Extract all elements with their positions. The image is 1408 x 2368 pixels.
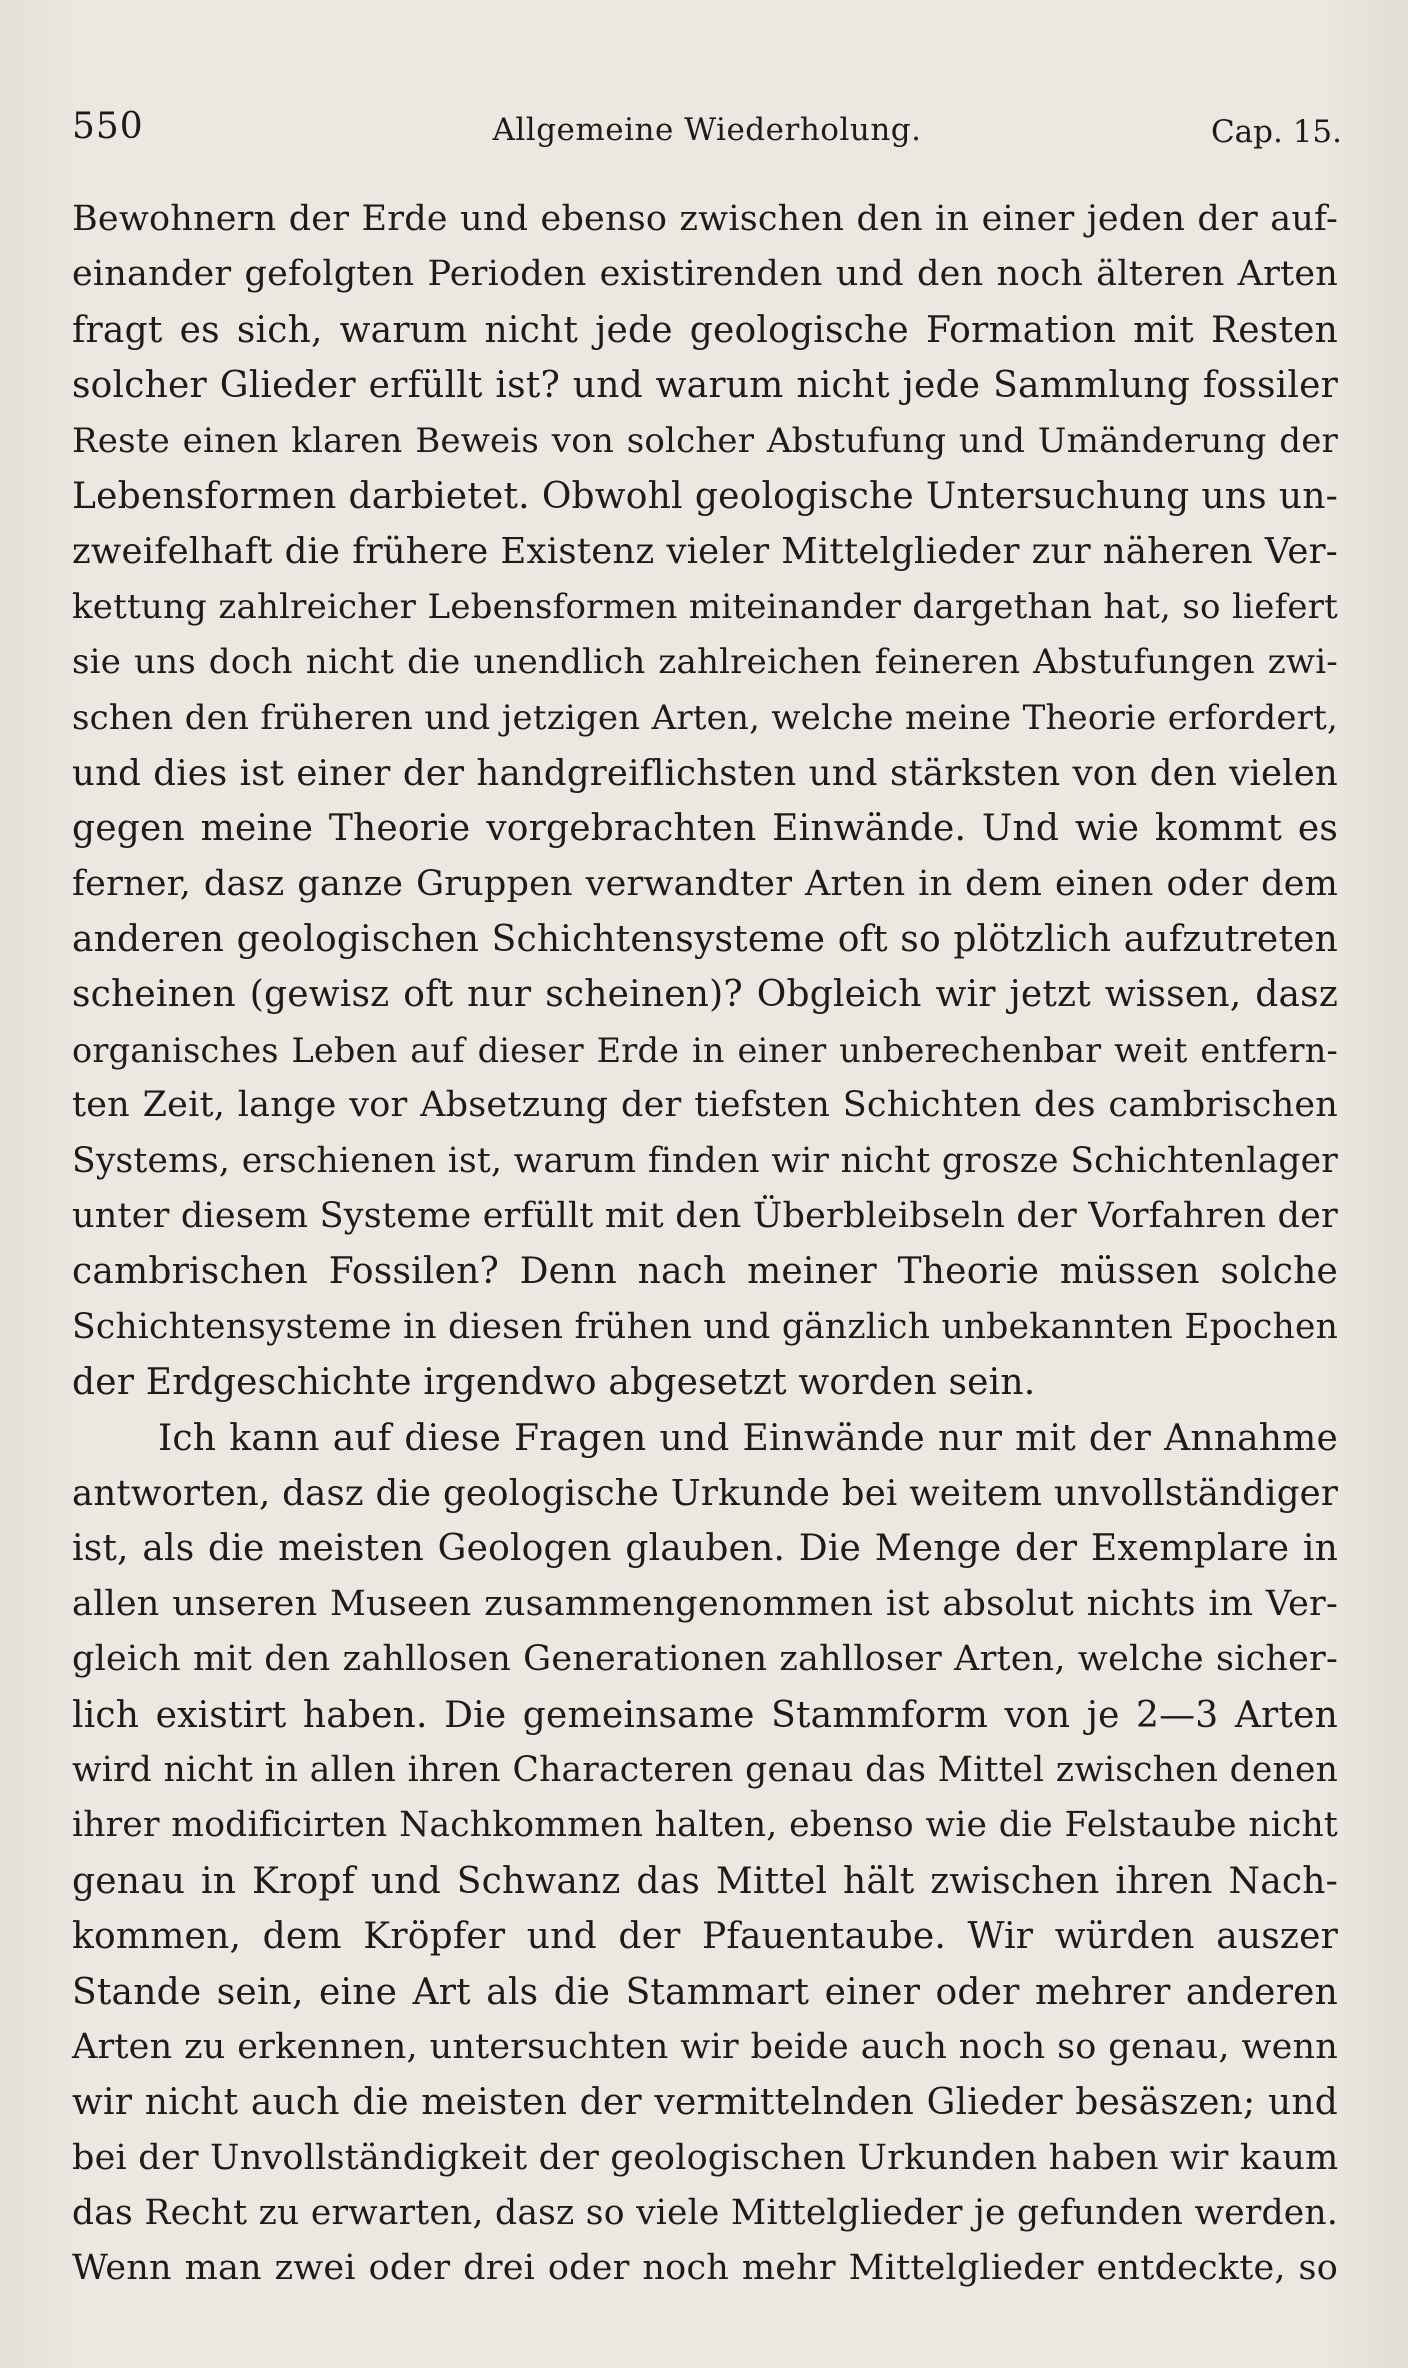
text-line: Ich kann auf diese Fragen und Einwände nur mit der Annahme <box>158 1417 1338 1459</box>
text-line: Lebensformen darbietet. Obwohl geologische Untersuchung uns un- <box>72 475 1338 517</box>
text-line: der Erdgeschichte irgendwo abgesetzt worden sein. <box>72 1362 1036 1404</box>
text-line: gleich mit den zahllosen Generationen zahlloser Arten, welche sicher- <box>72 1639 1338 1680</box>
text-line: allen unseren Museen zusammengenommen ist absolut nichts im Ver- <box>72 1583 1338 1624</box>
text-line: Stande sein, eine Art als die Stammart einer oder mehrer anderen <box>72 1971 1338 2013</box>
text-line: kommen, dem Kröpfer und der Pfauentaube. Wir würden auszer <box>72 1916 1338 1958</box>
text-line: cambrischen Fossilen? Denn nach meiner Theorie müssen solche <box>72 1251 1338 1293</box>
text-line: ten Zeit, lange vor Absetzung der tiefsten Schichten des cambrischen <box>72 1085 1338 1126</box>
text-line: antworten, dasz die geologische Urkunde bei weitem unvollständiger <box>72 1472 1338 1514</box>
text-line: wir nicht auch die meisten der vermittelnden Glieder besäszen; und <box>72 2082 1338 2124</box>
text-line: Bewohnern der Erde und ebenso zwischen den in einer jeden der auf- <box>72 199 1338 239</box>
text-line: lich existirt haben. Die gemeinsame Stammform von je 2—3 Arten <box>72 1694 1338 1736</box>
text-line: scheinen (gewisz oft nur scheinen)? Obgleich wir jetzt wissen, dasz <box>72 974 1338 1016</box>
chapter-label: Cap. 15. <box>1210 114 1342 150</box>
text-line: Reste einen klaren Beweis von solcher Abstufung und Umänderung der <box>72 420 1338 461</box>
text-line: bei der Unvollständigkeit der geologischen Urkunden haben wir kaum <box>72 2137 1339 2178</box>
page-number: 550 <box>72 106 144 147</box>
text-line: sie uns doch nicht die unendlich zahlreichen feineren Abstufungen zwi- <box>72 642 1338 683</box>
text-line: ist, als die meisten Geologen glauben. Die Menge der Exemplare in <box>72 1528 1338 1570</box>
text-line: kettung zahlreicher Lebensformen miteinander dargethan hat, so liefert <box>72 586 1338 627</box>
text-line: Schichtensysteme in diesen frühen und gänzlich unbekannten Epochen <box>72 1306 1338 1347</box>
text-line: Systems, erschienen ist, warum finden wir nicht grosze Schichtenlager <box>72 1140 1338 1181</box>
text-line: zweifelhaft die frühere Existenz vieler Mittelglieder zur näheren Ver- <box>72 531 1338 573</box>
text-line: unter diesem Systeme erfüllt mit den Überbleibseln der Vorfahren der <box>72 1196 1338 1237</box>
running-title: Allgemeine Wiederholung. <box>492 112 922 148</box>
text-line: das Recht zu erwarten, dasz so viele Mittelglieder je gefunden werden. <box>72 2193 1338 2234</box>
text-line: ferner, dasz ganze Gruppen verwandter Arten in dem einen oder dem <box>72 863 1338 904</box>
text-line: solcher Glieder erfüllt ist? und warum nicht jede Sammlung fossiler <box>72 365 1338 407</box>
text-line: ihrer modificirten Nachkommen halten, ebenso wie die Felstaube nicht <box>72 1805 1338 1846</box>
text-line: anderen geologischen Schichtensysteme oft so plötzlich aufzutreten <box>72 919 1338 961</box>
paragraph-2 <box>72 1411 1338 2297</box>
text-line: Arten zu erkennen, untersuchten wir beide auch noch so genau, wenn <box>72 2026 1338 2067</box>
text-line: organisches Leben auf dieser Erde in einer unberechenbar weit entfern- <box>72 1030 1338 1070</box>
text-line: einander gefolgten Perioden existirenden und den noch älteren Arten <box>72 254 1338 295</box>
body-text <box>72 192 1338 2297</box>
text-line: Wenn man zwei oder drei oder noch mehr Mittelglieder entdeckte, so <box>72 2248 1338 2289</box>
text-line: wird nicht in allen ihren Characteren genau das Mittel zwischen denen <box>72 1749 1338 1790</box>
text-line: schen den früheren und jetzigen Arten, welche meine Theorie erfordert, <box>72 697 1338 738</box>
text-line: und dies ist einer der handgreiflichsten und stärksten von den vielen <box>72 752 1338 794</box>
text-line: fragt es sich, warum nicht jede geologische Formation mit Resten <box>72 309 1338 351</box>
text-line: genau in Kropf und Schwanz das Mittel hält zwischen ihren Nach- <box>72 1860 1338 1902</box>
paragraph-1 <box>72 192 1338 1411</box>
page-header <box>72 100 1342 160</box>
text-line: gegen meine Theorie vorgebrachten Einwände. Und wie kommt es <box>72 808 1338 850</box>
